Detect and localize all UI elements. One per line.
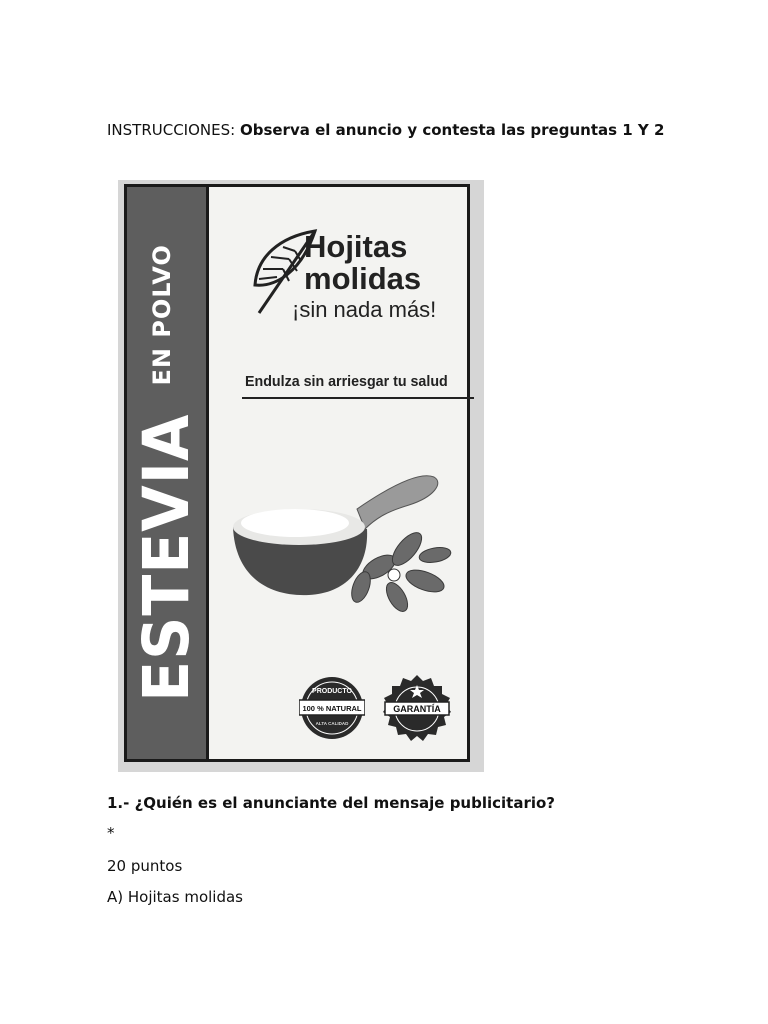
- instructions: [107, 120, 667, 141]
- ad-side-panel: [127, 187, 209, 759]
- side-title-sub: EN POLVO: [147, 244, 176, 386]
- badge1-bottom-text: ALTA CALIDAD: [315, 721, 349, 726]
- option-a[interactable]: A) Hojitas molidas: [107, 888, 243, 906]
- required-marker: *: [107, 824, 115, 842]
- badge1-mid-text: 100 % NATURAL: [302, 704, 362, 713]
- natural-product-badge: [299, 675, 365, 741]
- advertisement-image: [118, 180, 484, 772]
- brand-block: [292, 229, 437, 325]
- spoon-stevia-illustration: [229, 457, 469, 627]
- badge1-top-text: PRODUCTO: [312, 688, 352, 695]
- brand-line2: molidas: [304, 261, 422, 296]
- badge2-text: GARANTÍA: [393, 704, 441, 714]
- side-title-main: ESTEVIA: [129, 413, 204, 702]
- brand-tagline: ¡sin nada más!: [292, 297, 437, 322]
- instructions-label: INSTRUCCIONES:: [107, 121, 236, 139]
- ad-slogan: Endulza sin arriesgar tu salud: [245, 373, 448, 390]
- instructions-text: Observa el anuncio y contesta las preguntas 1 Y 2: [239, 121, 665, 139]
- question-1-text: 1.- ¿Quién es el anunciante del mensaje publicitario?: [107, 794, 556, 812]
- ad-frame: [124, 184, 470, 762]
- question-points: 20 puntos: [107, 857, 183, 875]
- guarantee-badge: [381, 673, 453, 745]
- slogan-divider: [242, 397, 474, 399]
- side-title: [129, 244, 204, 702]
- brand-line1: Hojitas: [304, 229, 408, 264]
